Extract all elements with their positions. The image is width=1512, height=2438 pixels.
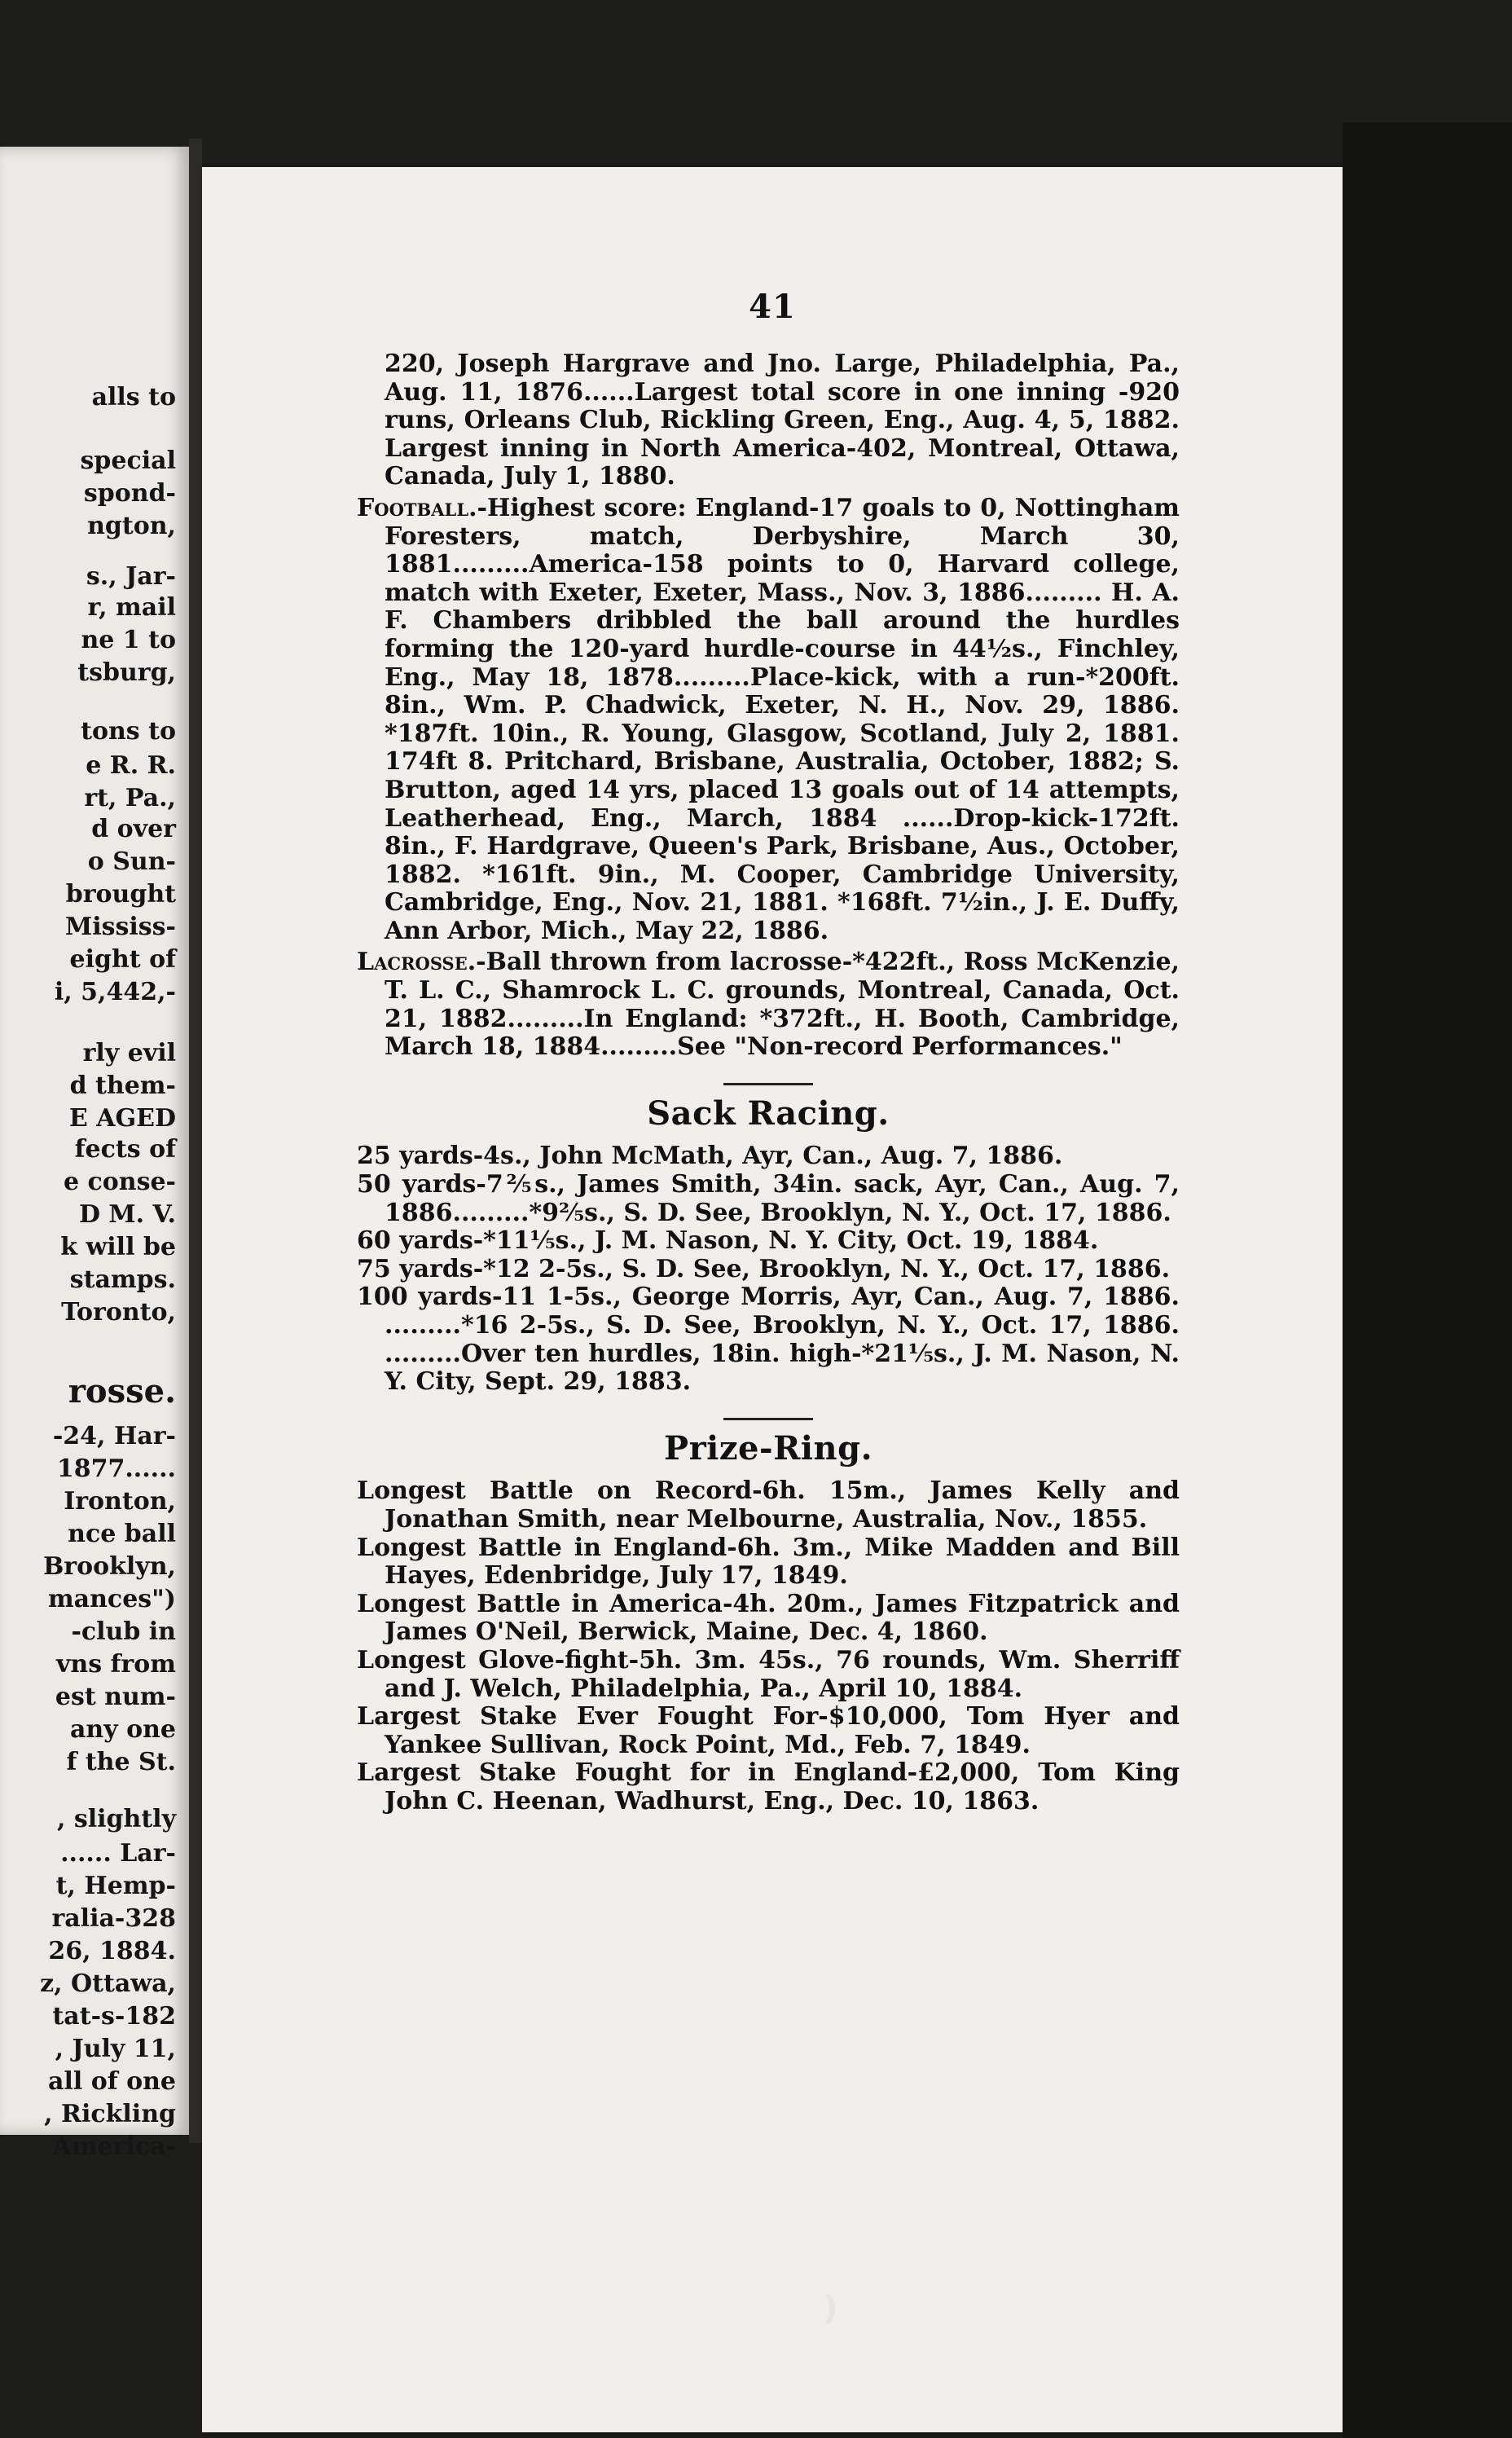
left-page-line: eight of (69, 945, 176, 974)
left-page-line: America- (52, 2132, 176, 2161)
lacrosse-text: -Ball thrown from lacrosse-*422ft., Ross McKenzie, T. L. C., Shamrock L. C. grounds, Montreal, Canada, Oct. 21, 1882.........In England: *372ft., H. Booth, Cambridge, March 18, 1884.........See "Non-record Performances." (385, 948, 1180, 1062)
list-item: 75 yards-*12 2-5s., S. D. See, Brooklyn, N. Y., Oct. 17, 1886. (357, 1254, 1171, 1283)
left-page-line: special (80, 447, 176, 475)
left-page-line: spond- (83, 479, 176, 508)
left-page-line: Toronto, (61, 1298, 176, 1327)
page-content (357, 350, 1180, 1816)
left-page-line: nce ball (68, 1520, 176, 1548)
left-page-line: all of one (48, 2067, 176, 2096)
left-page-line: 1877...... (56, 1454, 176, 1483)
list-item: Longest Battle on Record-6h. 15m., James Kelly and Jonathan Smith, near Melbourne, Australia, Nov., 1855. (357, 1476, 1180, 1534)
section-divider (723, 1083, 813, 1085)
left-page-line: rosse. (68, 1372, 176, 1410)
left-page-line: , Rickling (44, 2100, 176, 2128)
left-page-line: d them- (69, 1072, 176, 1100)
left-page-line: -club in (71, 1617, 176, 1646)
left-page-line: k will be (60, 1233, 176, 1261)
left-page-line: ne 1 to (81, 626, 176, 654)
previous-page-edge (0, 147, 189, 2161)
left-page-line: Ironton, (64, 1487, 176, 1516)
left-page-line: ngton, (87, 512, 176, 540)
list-item: Longest Battle in America-4h. 20m., James Fitzpatrick and James O'Neil, Berwick, Maine, Dec. 4, 1860. (357, 1589, 1180, 1647)
left-page-line: alls to (91, 383, 176, 411)
left-page-line: r, mail (87, 593, 176, 622)
left-page-line: ...... Lar- (60, 1839, 176, 1868)
left-page-line: , slightly (56, 1805, 176, 1833)
lacrosse-label: Lacrosse. (357, 948, 477, 977)
football-text: -Highest score: England-17 goals to 0, Nottingham Foresters, match, Derbyshire, March 30, 1881.........America-158 points to 0, Harvard college, match with Exeter, Exeter, Mass., Nov. 3, 1886......... H. A. F. Chambers dribbled the ball around the hurdles forming the 120-yard hurdle-course in 44½s., Finchley, Eng., May 18, 1878.........Place-kick, with a run-*200ft. 8in., Wm. P. Chadwick, Exeter, N. H., Nov. 29, 1886. *187ft. 10in., R. Young, Glasgow, Scotland, July 2, 1881. 174ft 8. Pritchard, Brisbane, Australia, October, 1882; S. Brutton, aged 14 yrs, placed 13 goals out of 14 attempts, Leatherhead, Eng., March, 1884 ......Drop-kick-172ft. 8in., F. Hardgrave, Queen's Park, Brisbane, Aus., October, 1882. *161ft. 9in., M. Cooper, Cambridge University, Cambridge, Eng., Nov. 21, 1881. *168ft. 7½in., J. E. Duffy, Ann Arbor, Mich., May 22, 1886. (385, 493, 1180, 945)
list-item: Largest Stake Fought for in England-£2,000, Tom King John C. Heenan, Wadhurst, Eng., Dec. 10, 1863. (357, 1758, 1180, 1815)
left-page-line: est num- (55, 1683, 176, 1711)
left-page-line: tsburg, (77, 658, 176, 687)
list-item: Longest Battle in England-6h. 3m., Mike Madden and Bill Hayes, Edenbridge, July 17, 1849. (357, 1533, 1180, 1591)
list-item: Largest Stake Ever Fought For-$10,000, Tom Hyer and Yankee Sullivan, Rock Point, Md., Feb. 7, 1849. (357, 1702, 1180, 1759)
left-page-line: , July 11, (55, 2035, 176, 2063)
left-page-line: tons to (81, 717, 176, 746)
scan-artifact-bracket: ) (823, 2290, 838, 2327)
left-page-line: z, Ottawa, (40, 1969, 176, 1998)
left-page-line: f the St. (66, 1748, 176, 1776)
football-entry (357, 495, 1180, 946)
book-page (202, 167, 1343, 2432)
prize-ring-list (357, 1477, 1180, 1815)
section-divider (723, 1418, 813, 1420)
left-page-line: stamps. (69, 1265, 176, 1294)
left-page-line: vns from (55, 1650, 176, 1679)
left-page-line: ralia-328 (51, 1904, 176, 1933)
left-page-line: t, Hemp- (55, 1872, 176, 1900)
left-page-line: s., Jar- (86, 562, 176, 591)
left-page-line: tat-s-182 (52, 2002, 176, 2031)
cricket-continuation: 220, Joseph Hargrave and Jno. Large, Philadelphia, Pa., Aug. 11, 1876......Largest total score in one inning -920 runs, Orleans Club, Rickling Green, Eng., Aug. 4, 5, 1882. Largest inning in North America-402, Montreal, Ottawa, Canada, July 1, 1880. (385, 350, 1180, 491)
left-page-line: e conse- (63, 1168, 176, 1196)
sack-racing-list (357, 1142, 1180, 1396)
scanner-background (1343, 122, 1512, 2438)
left-page-line: mances") (47, 1585, 176, 1613)
list-item: 60 yards-*11⅕s., J. M. Nason, N. Y. City, Oct. 19, 1884. (357, 1226, 1099, 1256)
left-page-line: o Sun- (87, 847, 176, 876)
left-page-line: rly evil (82, 1039, 176, 1067)
left-page-line: e R. R. (86, 751, 176, 780)
left-page-line: D M. V. (78, 1200, 176, 1229)
left-page-line: Brooklyn, (42, 1552, 176, 1581)
left-page-line: fects of (74, 1135, 176, 1164)
sack-racing-heading: Sack Racing. (647, 1094, 890, 1133)
left-page-line: d over (91, 815, 176, 843)
prize-ring-heading: Prize-Ring. (663, 1428, 873, 1468)
left-page-line: any one (69, 1715, 176, 1744)
book-gutter (189, 139, 202, 2143)
list-item: Longest Glove-fight-5h. 3m. 45s., 76 rounds, Wm. Sherriff and J. Welch, Philadelphia, Pa., April 10, 1884. (357, 1645, 1180, 1703)
left-page-line: Mississ- (64, 913, 176, 941)
left-page-line: i, 5,442,- (54, 978, 176, 1006)
list-item: 100 yards-11 1-5s., George Morris, Ayr, Can., Aug. 7, 1886. .........*16 2-5s., S. D. See, Brooklyn, N. Y., Oct. 17, 1886. .........Over ten hurdles, 18in. high-*21⅕s., J. M. Nason, N. Y. City, Sept. 29, 1883. (357, 1283, 1180, 1397)
left-page-line: -24, Har- (52, 1422, 176, 1450)
page-number: 41 (749, 288, 796, 326)
left-page-line: E AGED (68, 1104, 176, 1133)
list-item: 50 yards-7⅖s., James Smith, 34in. sack, Ayr, Can., Aug. 7, 1886.........*9⅖s., S. D. See, Brooklyn, N. Y., Oct. 17, 1886. (357, 1170, 1180, 1227)
lacrosse-entry (357, 948, 1180, 1061)
left-page-line: rt, Pa., (84, 784, 176, 812)
left-page-line: brought (65, 880, 176, 909)
list-item: 25 yards-4s., John McMath, Ayr, Can., Aug. 7, 1886. (357, 1142, 1063, 1171)
left-page-line: 26, 1884. (48, 1937, 176, 1965)
football-label: Football. (357, 493, 477, 522)
